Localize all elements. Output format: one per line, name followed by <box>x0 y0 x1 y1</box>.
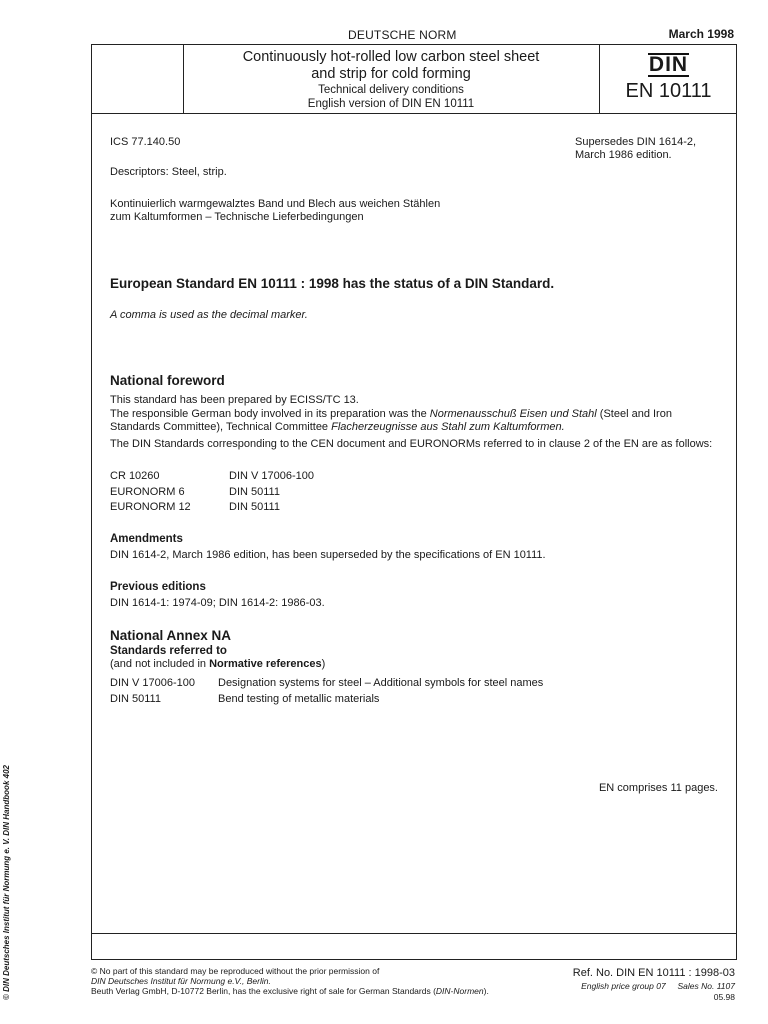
national-foreword-heading: National foreword <box>110 373 225 388</box>
din-logo: DIN <box>648 53 689 76</box>
footer-copyright: © No part of this standard may be reproduced without the prior permission of DIN Deutsches Institut für Normung e.V., Berlin. Beuth Verlag GmbH, D-10772 Berlin, has the exclusive right of sale for German Standards (DIN-Normen). <box>91 966 489 996</box>
table-row: EURONORM 12 DIN 50111 <box>110 501 280 513</box>
table-row: DIN 50111 Bend testing of metallic materials <box>110 692 380 705</box>
foreword-reference-table <box>110 469 314 516</box>
title-line-1: Continuously hot-rolled low carbon steel sheet <box>242 49 540 65</box>
subtitle-line-1: Technical delivery conditions <box>318 84 464 96</box>
foreword-paragraph-3: The DIN Standards corresponding to the CEN document and EURONORMs referred to in clause 2 of the EN are as follows: <box>110 438 713 450</box>
table-row: DIN V 17006-100 Designation systems for steel – Additional symbols for steel names <box>110 677 544 689</box>
standard-number: EN 10111 <box>625 80 712 102</box>
national-annex-heading: National Annex NA <box>110 628 232 643</box>
supersedes-line-1: Supersedes DIN 1614-2, <box>575 136 697 148</box>
table-row: EURONORM 6 DIN 50111 <box>110 485 280 498</box>
standards-referred-heading: Standards referred to <box>110 645 227 657</box>
price-group: English price group 07 Sales No. 1107 <box>581 981 735 991</box>
header-row <box>92 45 736 114</box>
supersedes-line-2: March 1986 edition. <box>575 149 672 161</box>
subtitle-line-2: English version of DIN EN 10111 <box>307 98 475 110</box>
foreword-paragraph-1: This standard has been prepared by ECISS/TC 13. <box>110 394 359 406</box>
german-title-line-1: Kontinuierlich warmgewalztes Band und Blech aus weichen Stählen <box>110 198 441 210</box>
amendments-text: DIN 1614-2, March 1986 edition, has been superseded by the specifications of EN 10111. <box>110 549 546 561</box>
annex-reference-table <box>110 676 543 707</box>
edition-code: 05.98 <box>713 992 735 1002</box>
title-line-2: and strip for cold forming <box>311 66 471 82</box>
header-din-cell <box>599 45 737 113</box>
decimal-marker-note: A comma is used as the decimal marker. <box>110 309 308 321</box>
side-copyright-note: © DIN Deutsches Institut für Normung e. V. DIN Handbook 402 <box>2 765 11 1000</box>
annex-note: (and not included in Normative references) <box>110 658 326 670</box>
page-count: EN comprises 11 pages. <box>598 782 718 794</box>
reference-number: Ref. No. DIN EN 10111 : 1998-03 <box>572 967 735 979</box>
foreword-paragraph-2: The responsible German body involved in its preparation was the Normenausschuß Eisen und Stahl (Steel and Iron Standards Committee), Technical Committee Flacherzeugnisse aus Stahl zum Kaltumformen. <box>110 408 672 433</box>
publication-date: March 1998 <box>668 27 734 41</box>
document-type-label: DEUTSCHE NORM <box>348 28 457 42</box>
amendments-heading: Amendments <box>110 533 183 545</box>
german-title-line-2: zum Kaltumformen – Technische Lieferbedingungen <box>110 211 364 223</box>
header-title-cell <box>183 45 599 113</box>
previous-editions-heading: Previous editions <box>110 581 206 593</box>
ics-code: ICS 77.140.50 <box>110 136 181 148</box>
bottom-divider <box>92 933 736 934</box>
status-statement: European Standard EN 10111 : 1998 has the status of a DIN Standard. <box>110 276 555 291</box>
previous-editions-text: DIN 1614-1: 1974-09; DIN 1614-2: 1986-03. <box>110 597 325 609</box>
table-row: CR 10260 DIN V 17006-100 <box>110 470 314 482</box>
header-left-cell <box>92 45 184 113</box>
descriptors: Descriptors: Steel, strip. <box>110 166 227 178</box>
